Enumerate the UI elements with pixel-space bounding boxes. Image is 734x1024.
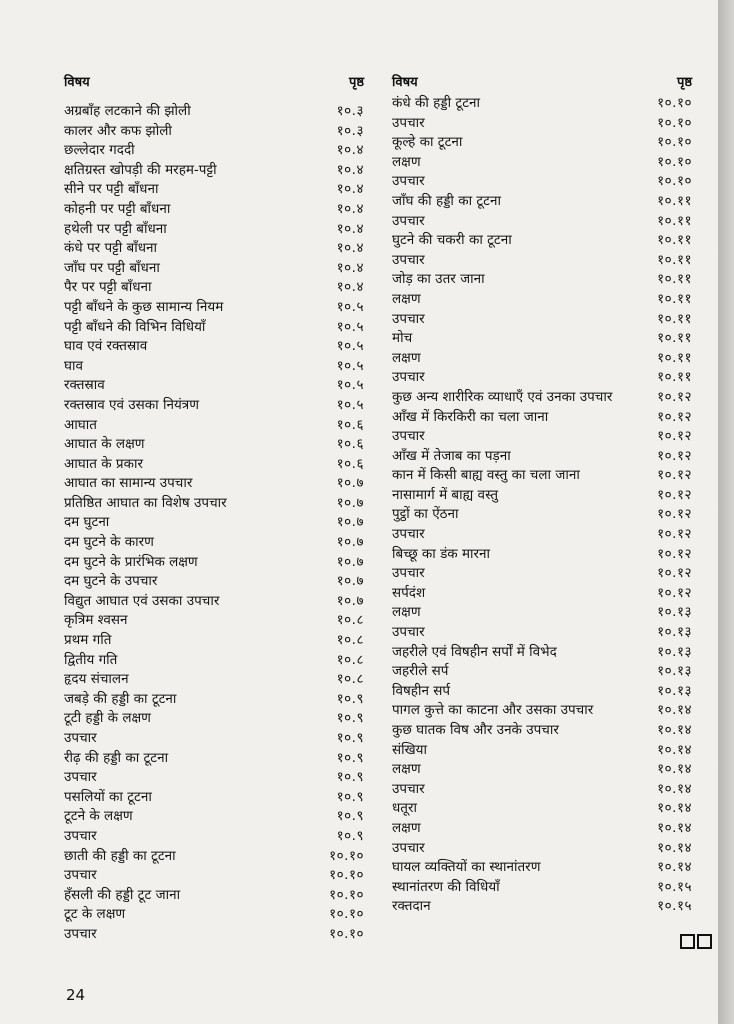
toc-entry (392, 839, 692, 859)
toc-entry-page: १०.१२ (657, 388, 692, 405)
toc-entry-title: उपचार (392, 565, 425, 582)
toc-entry (64, 827, 364, 847)
toc-entry (64, 768, 364, 788)
toc-entry-title: जाँघ की हड्डी का टूटना (392, 192, 501, 209)
toc-entry-title: पागल कुत्ते का काटना और उसका उपचार (392, 702, 594, 719)
toc-entry-page: १०.१० (657, 95, 692, 111)
toc-entry-page: १०.१४ (657, 780, 692, 797)
toc-entry-title: हथेली पर पट्टी बाँधना (64, 220, 167, 237)
toc-entry (64, 651, 364, 671)
toc-entry-page: १०.१३ (657, 604, 692, 621)
toc-entry-title: पैर पर पट्टी बाँधना (64, 279, 152, 296)
toc-entry-page: १०.८ (336, 651, 364, 668)
toc-entry (392, 329, 692, 349)
toc-entry-page: १०.३ (336, 103, 364, 119)
toc-entry (64, 729, 364, 749)
toc-entry (64, 239, 364, 259)
toc-entry-title: कूल्हे का टूटना (392, 134, 463, 151)
toc-entry (64, 180, 364, 200)
toc-entry-title: नासामार्ग में बाह्य वस्तु (392, 486, 499, 503)
toc-entry (64, 553, 364, 573)
toc-entry-title: पुट्ठों का ऐंठना (392, 506, 459, 523)
toc-entry (392, 427, 692, 447)
toc-entry-title: दम घुटने के प्रारंभिक लक्षण (64, 553, 198, 570)
toc-entry-title: कान में किसी बाह्य वस्तु का चला जाना (392, 467, 580, 484)
toc-entry (64, 357, 364, 377)
toc-entry (392, 584, 692, 604)
toc-entry-page: १०.६ (336, 436, 364, 453)
toc-entry (64, 690, 364, 710)
toc-entry-page: १०.१० (657, 153, 692, 170)
toc-entry (392, 799, 692, 819)
toc-entry-title: जाँघ पर पट्टी बाँधना (64, 259, 160, 276)
toc-entry-page: १०.५ (336, 357, 364, 374)
toc-entry-page: १०.१३ (657, 643, 692, 660)
toc-entry (392, 290, 692, 310)
toc-entry (64, 513, 364, 533)
toc-entry-page: १०.१४ (657, 819, 692, 836)
toc-entry (392, 662, 692, 682)
toc-entry-title: विषहीन सर्प (392, 682, 451, 699)
toc-entry-title: आँख में तेजाब का पड़ना (392, 447, 511, 464)
toc-entry-title: धतूरा (392, 800, 418, 817)
toc-header-left (64, 72, 364, 94)
toc-entry (392, 172, 692, 192)
toc-entry-title: सर्पदंश (392, 584, 426, 601)
toc-entry-page: १०.१० (329, 867, 364, 884)
toc-entry-page: १०.१२ (657, 584, 692, 601)
toc-entry (392, 114, 692, 134)
toc-entry-title: लक्षण (392, 153, 421, 170)
toc-entry (392, 741, 692, 761)
toc-entry-title: जबड़े की हड्डी का टूटना (64, 690, 177, 707)
toc-entry (64, 886, 364, 906)
toc-entry-page: १०.७ (336, 553, 364, 570)
toc-entry (64, 670, 364, 690)
toc-entry-title: बिच्छू का डंक मारना (392, 545, 491, 562)
toc-entry-page: १०.९ (336, 710, 364, 727)
toc-entry-title: पसलियों का टूटना (64, 788, 152, 805)
toc-entry-title: लक्षण (392, 761, 421, 778)
toc-entry (64, 905, 364, 925)
toc-entry-page: १०.१० (329, 906, 364, 923)
toc-entry-title: दम घुटना (64, 514, 110, 531)
toc-entry-page: १०.१२ (657, 467, 692, 484)
toc-entry-title: पट्टी बाँधने की विभिन विधियाँ (64, 318, 206, 335)
toc-entry (64, 749, 364, 769)
toc-entry (392, 897, 692, 917)
toc-entry (64, 788, 364, 808)
toc-entry (392, 623, 692, 643)
toc-entry (64, 474, 364, 494)
toc-entry-title: उपचार (392, 369, 425, 386)
toc-entry (392, 505, 692, 525)
toc-entry-title: उपचार (392, 310, 425, 327)
toc-entry-page: १०.४ (336, 240, 364, 257)
toc-entry-page: १०.११ (657, 290, 692, 307)
toc-entry-title: कंधे पर पट्टी बाँधना (64, 240, 157, 257)
toc-entry (64, 925, 364, 945)
toc-entry-title: उपचार (392, 780, 425, 797)
toc-entry-page: १०.५ (336, 338, 364, 355)
toc-entry-page: १०.१३ (657, 663, 692, 680)
toc-entry-title: रक्तदान (392, 898, 431, 915)
toc-entry (64, 592, 364, 612)
toc-entry (64, 102, 364, 122)
toc-entry (64, 847, 364, 867)
toc-entry-page: १०.१० (657, 114, 692, 131)
subject-heading: विषय (64, 75, 90, 90)
toc-entry-page: १०.७ (336, 573, 364, 590)
toc-entry-title: दम घुटने के कारण (64, 534, 154, 551)
toc-entry-page: १०.६ (336, 455, 364, 472)
toc-entry-page: १०.१४ (657, 741, 692, 758)
toc-entry-title: उपचार (64, 730, 97, 746)
toc-entry-title: जोड़ का उतर जाना (392, 271, 485, 288)
toc-entry-title: आघात के प्रकार (64, 455, 143, 472)
toc-entry-page: १०.४ (336, 259, 364, 276)
toc-entry-title: पट्टी बाँधने के कुछ सामान्य नियम (64, 298, 224, 315)
toc-entry (392, 545, 692, 565)
end-of-section-mark (680, 934, 712, 949)
page-heading: पृष्ठ (676, 75, 692, 90)
toc-entry-page: १०.११ (657, 232, 692, 249)
toc-entry-page: १०.७ (336, 592, 364, 609)
toc-entry-page: १०.१० (657, 134, 692, 151)
toc-entry-page: १०.७ (336, 514, 364, 531)
toc-entry-page: १०.१२ (657, 486, 692, 503)
toc-entry-page: १०.१३ (657, 624, 692, 641)
toc-entry (392, 603, 692, 623)
toc-entry-title: उपचार (392, 526, 425, 543)
toc-entry-page: १०.१० (329, 847, 364, 864)
toc-entry-page: १०.५ (336, 377, 364, 394)
toc-entry-title: हृदय संचालन (64, 671, 129, 688)
toc-entry (392, 760, 692, 780)
toc-entry-title: लक्षण (392, 349, 421, 366)
toc-entry-title: लक्षण (392, 290, 421, 307)
toc-entry (392, 525, 692, 545)
toc-entry-title: सीने पर पट्टी बाँधना (64, 181, 159, 198)
toc-entry-page: १०.७ (336, 475, 364, 492)
toc-entry-title: अग्रबाँह लटकाने की झोली (64, 103, 191, 119)
toc-entry (64, 455, 364, 475)
page-number: 24 (66, 986, 86, 1004)
toc-entry-page: १०.९ (336, 788, 364, 805)
toc-entry-title: उपचार (392, 428, 425, 445)
toc-entry (64, 122, 364, 142)
toc-entry-title: लक्षण (392, 819, 421, 836)
toc-entry-title: रक्तस्राव एवं उसका नियंत्रण (64, 396, 199, 413)
toc-entry-page: १०.१२ (657, 545, 692, 562)
toc-entry-title: कंधे की हड्डी टूटना (392, 95, 480, 111)
toc-entry (392, 643, 692, 663)
toc-entry (392, 231, 692, 251)
toc-entry-page: १०.१२ (657, 447, 692, 464)
toc-entry-page: १०.११ (657, 349, 692, 366)
toc-entry (64, 866, 364, 886)
toc-entry-title: स्थानांतरण की विधियाँ (392, 878, 500, 895)
toc-entry-page: १०.१४ (657, 800, 692, 817)
toc-entry-page: १०.११ (657, 212, 692, 229)
toc-entry (392, 564, 692, 584)
toc-entry-title: कृत्रिम श्‍वसन (64, 612, 128, 629)
toc-column-right (392, 72, 692, 917)
toc-entry-title: आँख में किरकिरी का चला जाना (392, 408, 549, 425)
toc-entry (64, 337, 364, 357)
toc-entry (64, 318, 364, 338)
toc-entry (392, 486, 692, 506)
toc-entry-page: १०.७ (336, 534, 364, 551)
toc-entry (392, 388, 692, 408)
toc-entry-title: कुछ घातक विष और उनके उपचार (392, 722, 559, 738)
toc-entry (392, 251, 692, 271)
toc-entry-page: १०.९ (336, 769, 364, 786)
toc-entry-page: १०.११ (657, 369, 692, 386)
toc-entry (64, 709, 364, 729)
toc-entry-title: उपचार (392, 251, 425, 268)
toc-entry-title: रीढ़ की हड्डी का टूटना (64, 749, 169, 766)
toc-entry-page: १०.५ (336, 318, 364, 335)
toc-entry (392, 447, 692, 467)
toc-entry (64, 533, 364, 553)
toc-entry-title: छाती की हड्डी का टूटना (64, 847, 176, 864)
toc-entry-title: कोहनी पर पट्टी बाँधना (64, 200, 171, 217)
page-heading: पृष्ठ (348, 75, 364, 90)
toc-entry-title: प्रतिष्ठित आघात का विशेष उपचार (64, 494, 227, 511)
toc-entry (64, 396, 364, 416)
toc-entry-page: १०.४ (336, 200, 364, 217)
toc-entry-page: १०.१३ (657, 682, 692, 699)
toc-entry-page: १०.१४ (657, 859, 692, 876)
toc-entry (64, 435, 364, 455)
toc-entry-page: १०.१५ (657, 878, 692, 895)
toc-entry-title: आघात का सामान्य उपचार (64, 475, 193, 492)
toc-entry (392, 368, 692, 388)
toc-column-left (64, 72, 364, 945)
toc-entry (392, 192, 692, 212)
page-edge (718, 0, 734, 1024)
toc-entry-page: १०.९ (336, 808, 364, 825)
toc-entry-page: १०.९ (336, 749, 364, 766)
toc-entry-title: उपचार (392, 173, 425, 190)
toc-entry-title: टूटने के लक्षण (64, 808, 133, 825)
toc-entry-title: रक्तस्राव (64, 377, 105, 394)
toc-entry-title: आघात (64, 416, 97, 433)
toc-entry-page: १०.८ (336, 671, 364, 688)
toc-entry-page: १०.४ (336, 142, 364, 159)
toc-entry-page: १०.८ (336, 632, 364, 649)
toc-entry (392, 819, 692, 839)
toc-entry-page: १०.५ (336, 396, 364, 413)
toc-entry (392, 408, 692, 428)
toc-entry-page: १०.११ (657, 251, 692, 268)
toc-entry-title: द्वितीय गति (64, 651, 118, 668)
toc-entry (64, 631, 364, 651)
toc-entry-title: उपचार (64, 925, 97, 942)
toc-entry-page: १०.१२ (657, 428, 692, 445)
toc-entry (64, 572, 364, 592)
toc-entry-title: उपचार (392, 839, 425, 856)
toc-entry-title: उपचार (392, 624, 425, 641)
toc-entry-page: १०.१५ (657, 898, 692, 915)
toc-entry (64, 807, 364, 827)
toc-entry-page: १०.१० (329, 886, 364, 903)
toc-entry-page: १०.१२ (657, 565, 692, 582)
toc-entry (64, 278, 364, 298)
toc-entry-page: १०.९ (336, 690, 364, 707)
toc-entry-title: मोच (392, 330, 413, 347)
toc-entry (392, 878, 692, 898)
toc-entry-title: दम घुटने के उपचार (64, 573, 158, 590)
toc-entry-page: १०.४ (336, 220, 364, 237)
toc-entry-title: विद्युत आघात एवं उसका उपचार (64, 592, 220, 609)
toc-entry (64, 200, 364, 220)
toc-entry-page: १०.४ (336, 279, 364, 296)
toc-entry (392, 701, 692, 721)
toc-entry-page: १०.९ (336, 827, 364, 844)
toc-entry (392, 721, 692, 741)
toc-entry-title: उपचार (64, 769, 97, 786)
toc-entry-title: घुटने की चकरी का टूटना (392, 232, 512, 249)
toc-entry-page: १०.११ (657, 330, 692, 347)
toc-entry-title: घाव (64, 357, 83, 374)
toc-entry-page: १०.४ (336, 181, 364, 198)
toc-entry-title: प्रथम गति (64, 632, 112, 649)
toc-entry-page: १०.९ (336, 730, 364, 746)
toc-entry-page: १०.३ (336, 122, 364, 139)
toc-entry-page: १०.१० (329, 925, 364, 942)
toc-entry-title: जहरीले सर्प (392, 663, 449, 680)
toc-entry-title: जहरीले एवं विषहीन सर्पों में विभेद (392, 643, 557, 660)
toc-entry-page: १०.१४ (657, 761, 692, 778)
toc-entry-title: उपचार (392, 212, 425, 229)
toc-entry (64, 259, 364, 279)
toc-entry-title: आघात के लक्षण (64, 436, 145, 453)
toc-entry-title: क्षतिग्रस्त खोपड़ी की मरहम-पट्टी (64, 161, 217, 178)
toc-entry-page: १०.१२ (657, 408, 692, 425)
toc-entry (392, 212, 692, 232)
toc-header-right (392, 72, 692, 94)
toc-entry (64, 161, 364, 181)
toc-entry-title: कुछ अन्य शारीरिक व्याधाएँ एवं उनका उपचार (392, 388, 613, 405)
toc-entry-page: १०.१२ (657, 506, 692, 523)
toc-entry (392, 270, 692, 290)
toc-entry (64, 416, 364, 436)
toc-entry-page: १०.१४ (657, 722, 692, 738)
toc-entry-title: घायल व्यक्तियों का स्थानांतरण (392, 859, 541, 876)
toc-entry-title: टूट के लक्षण (64, 906, 126, 923)
toc-entry-title: संखिया (392, 741, 427, 758)
toc-entry-page: १०.१४ (657, 839, 692, 856)
toc-entry-page: १०.१४ (657, 702, 692, 719)
toc-entry (392, 94, 692, 114)
toc-entry-page: १०.१२ (657, 526, 692, 543)
toc-entry-page: १०.१० (657, 173, 692, 190)
toc-entry-title: लक्षण (392, 604, 421, 621)
toc-entry (392, 153, 692, 173)
toc-entry-title: उपचार (64, 827, 97, 844)
toc-entry-title: उपचार (392, 114, 425, 131)
toc-entry-title: छल्लेदार गददी (64, 142, 135, 159)
toc-entry (64, 376, 364, 396)
toc-entry-title: उपचार (64, 867, 97, 884)
toc-entry (64, 611, 364, 631)
toc-entry (392, 858, 692, 878)
toc-entry-title: घाव एवं रक्तस्राव (64, 338, 148, 355)
toc-entry-title: हँसली की हड्डी टूट जाना (64, 886, 181, 903)
toc-entry-title: कालर और कफ झोली (64, 122, 172, 139)
toc-entry-page: १०.६ (336, 416, 364, 433)
toc-entry (392, 310, 692, 330)
toc-entry (392, 349, 692, 369)
toc-entry-page: १०.७ (336, 494, 364, 511)
toc-entry (64, 141, 364, 161)
toc-entry-page: १०.११ (657, 310, 692, 327)
toc-entry (64, 494, 364, 514)
toc-entry-page: १०.११ (657, 271, 692, 288)
toc-entry (392, 780, 692, 800)
toc-entry (392, 133, 692, 153)
toc-entry-page: १०.११ (657, 192, 692, 209)
toc-entry (64, 298, 364, 318)
toc-entry-page: १०.४ (336, 161, 364, 178)
toc-entry (64, 220, 364, 240)
toc-entry-page: १०.५ (336, 298, 364, 315)
toc-entry (392, 682, 692, 702)
subject-heading: विषय (392, 75, 418, 90)
toc-entry-page: १०.८ (336, 612, 364, 629)
toc-entry-title: टूटी हड्डी के लक्षण (64, 710, 151, 727)
toc-entry (392, 466, 692, 486)
